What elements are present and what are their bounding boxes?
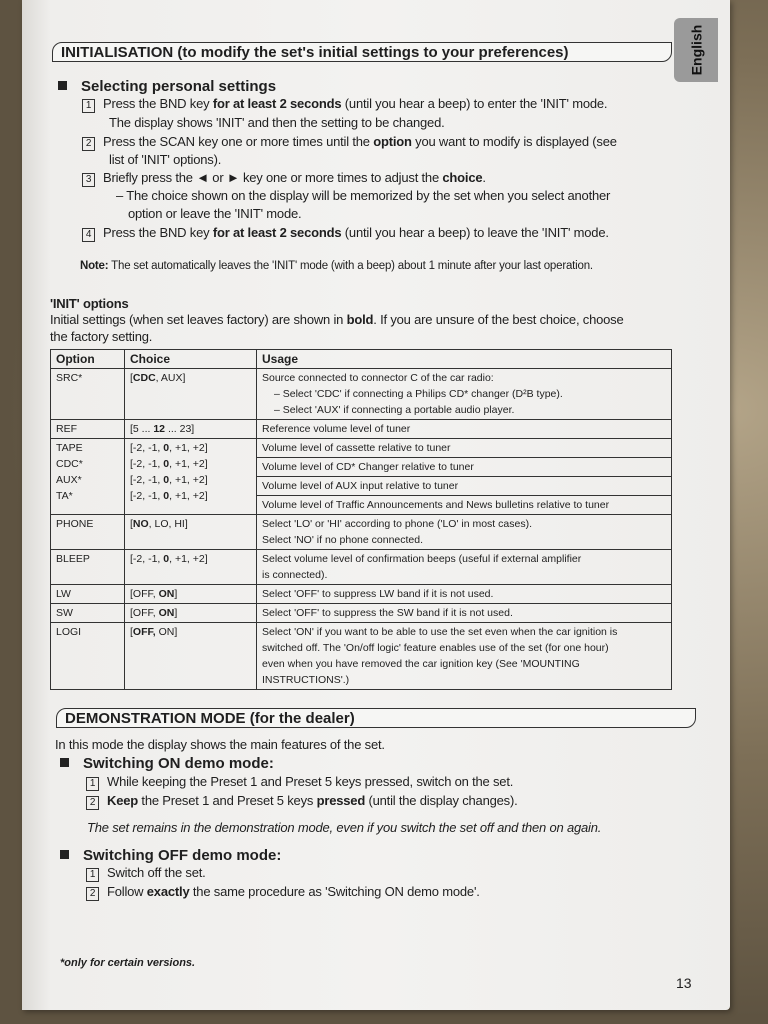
table-row [51,623,672,690]
init-options-table [50,349,672,690]
choice-cell: [OFF, ON] [125,623,257,690]
table-row [51,604,672,623]
demo-intro: In this mode the display shows the main features of the set. [55,737,385,752]
header-option: Option [51,350,125,369]
choice-cell: [CDC, AUX] [125,369,257,420]
usage-cell: Select 'LO' or 'HI' according to phone ('LO' in most cases). Select 'NO' if no phone connected. [257,515,672,550]
table-row [51,585,672,604]
option-cell: SRC* [51,369,125,420]
init-step-2: 2 Press the SCAN key one or more times until the option you want to modify is displayed (see [82,134,617,151]
init-step-1-cont: The display shows 'INIT' and then the setting to be changed. [109,115,445,130]
init-step-1: 1 Press the BND key for at least 2 seconds (until you hear a beep) to enter the 'INIT' mode. [82,96,607,113]
bullet-icon [60,850,69,859]
option-cell: LOGI [51,623,125,690]
demo-off-heading: Switching OFF demo mode: [60,847,281,864]
table-row [51,420,672,439]
init-step-2-cont: list of 'INIT' options). [109,152,222,167]
header-choice: Choice [125,350,257,369]
init-step-3: 3 Briefly press the ◄ or ► key one or more times to adjust the choice. [82,170,486,187]
options-intro-cont: the factory setting. [50,329,153,344]
demo-off-step-1: 1 Switch off the set. [86,865,206,882]
choice-cell: [-2, -1, 0, +1, +2] [-2, -1, 0, +1, +2] [-2, -1, 0, +1, +2] [-2, -1, 0, +1, +2] [125,439,257,515]
option-cell: REF [51,420,125,439]
demo-off-step-2: 2 Follow exactly the same procedure as 'Switching ON demo mode'. [86,884,480,901]
option-cell: BLEEP [51,550,125,585]
page-number: 13 [676,975,692,991]
options-intro: Initial settings (when set leaves factory) are shown in bold. If you are unsure of the best choice, choose [50,312,624,327]
init-note: Note: The set automatically leaves the 'INIT' mode (with a beep) about 1 minute after your last operation. [80,260,593,272]
selecting-settings-heading: Selecting personal settings [58,78,276,95]
language-label: English [688,24,704,76]
usage-cell: Select 'OFF' to suppress LW band if it is not used. [257,585,672,604]
init-step-4: 4 Press the BND key for at least 2 seconds (until you hear a beep) to leave the 'INIT' mode. [82,225,609,242]
choice-cell: [OFF, ON] [125,585,257,604]
table-header-row [51,350,672,369]
choice-cell: [5 ... 12 ... 23] [125,420,257,439]
option-cell: LW [51,585,125,604]
demo-on-step-2: 2 Keep the Preset 1 and Preset 5 keys pressed (until the display changes). [86,793,518,810]
init-step-3-sub1: – The choice shown on the display will be memorized by the set when you select another [116,188,611,203]
demo-on-step-1: 1 While keeping the Preset 1 and Preset 5 keys pressed, switch on the set. [86,774,513,791]
bullet-icon [60,758,69,767]
usage-cell: Volume level of cassette relative to tuner Volume level of CD* Changer relative to tuner Volume level of AUX input relative to tuner Volume level of Traffic Announcements and News bulletins relative to tuner [257,439,672,515]
usage-cell: Reference volume level of tuner [257,420,672,439]
init-step-3-sub2: option or leave the 'INIT' mode. [128,206,302,221]
usage-cell: Select 'ON' if you want to be able to use the set even when the car ignition is switched off. The 'On/off logic' feature enables use of the set (for one hour) even when you have removed the car ignition key (See 'MOUNTING INSTRUCTIONS'.) [257,623,672,690]
footnote: *only for certain versions. [60,957,196,969]
table-row [51,515,672,550]
demo-section-title: DEMONSTRATION MODE (for the dealer) [56,708,696,728]
table-row [51,550,672,585]
choice-cell: [OFF, ON] [125,604,257,623]
init-section-title: INITIALISATION (to modify the set's initial settings to your preferences) [52,42,672,62]
option-cell: TAPE CDC* AUX* TA* [51,439,125,515]
choice-cell: [-2, -1, 0, +1, +2] [125,550,257,585]
demo-on-heading: Switching ON demo mode: [60,755,274,772]
usage-cell: Source connected to connector C of the car radio: – Select 'CDC' if connecting a Philips CD* changer (D²B type). – Select 'AUX' if connecting a portable audio player. [257,369,672,420]
table-row [51,369,672,420]
options-title: 'INIT' options [50,296,129,311]
table-row [51,439,672,515]
language-tab [674,18,718,82]
demo-on-note: The set remains in the demonstration mode, even if you switch the set off and then on again. [87,820,602,835]
choice-cell: [NO, LO, HI] [125,515,257,550]
usage-cell: Select volume level of confirmation beeps (useful if external amplifier is connected). [257,550,672,585]
option-cell: SW [51,604,125,623]
option-cell: PHONE [51,515,125,550]
header-usage: Usage [257,350,672,369]
bullet-icon [58,81,67,90]
usage-cell: Select 'OFF' to suppress the SW band if it is not used. [257,604,672,623]
